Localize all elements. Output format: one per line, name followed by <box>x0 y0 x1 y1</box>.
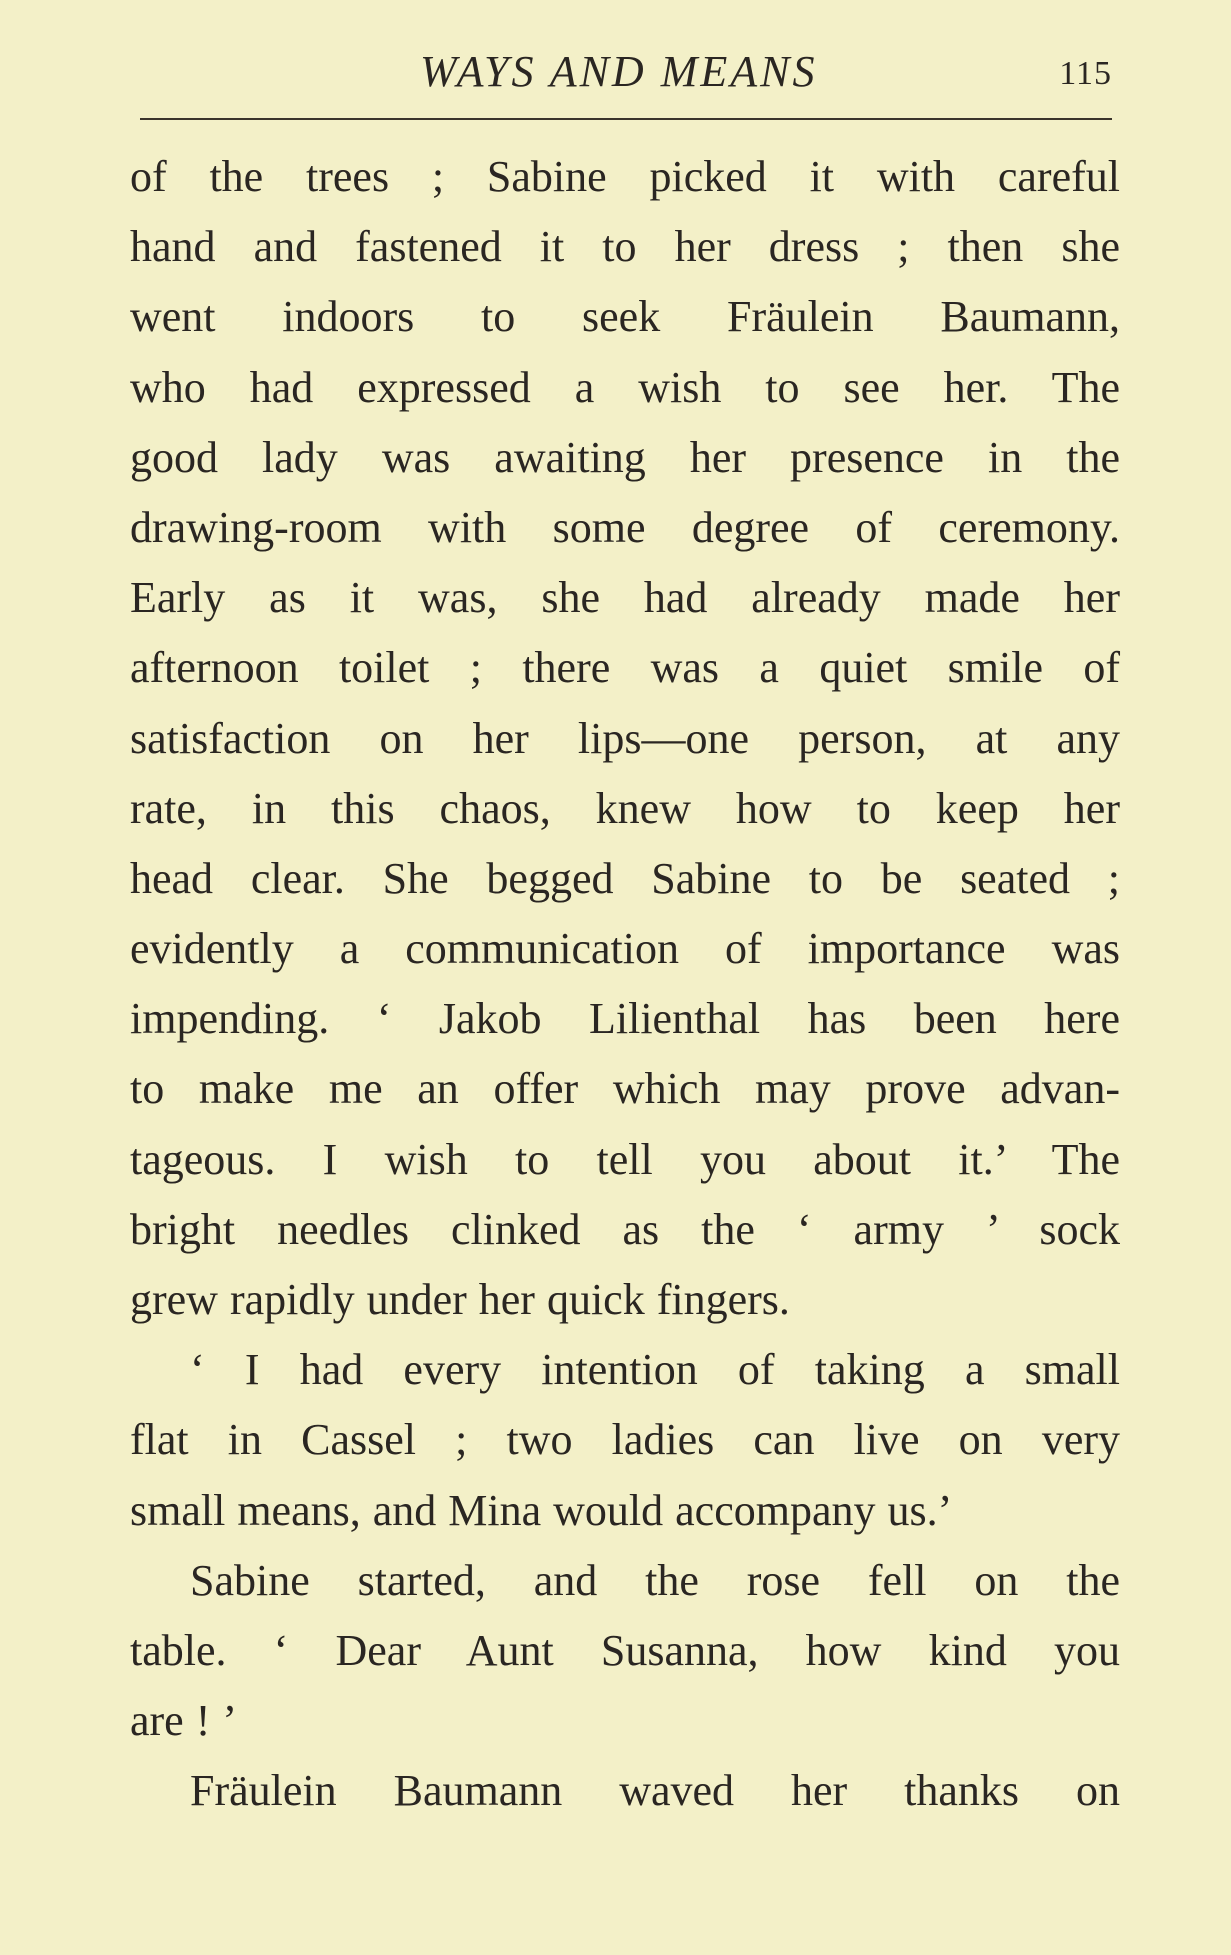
header-rule <box>140 118 1112 120</box>
text-line: who had expressed a wish to see her. The <box>130 362 1120 412</box>
page-number: 115 <box>1059 55 1112 92</box>
body-text <box>130 142 1120 1827</box>
text-line: hand and fastened it to her dress ; then she <box>130 222 1120 272</box>
running-head <box>140 42 1112 102</box>
text-line: satisfaction on her lips—one person, at any <box>130 713 1120 763</box>
text-line: of the trees ; Sabine picked it with careful <box>130 152 1120 201</box>
text-line: are ! ’ <box>130 1696 238 1746</box>
text-line: rate, in this chaos, knew how to keep her <box>130 783 1120 833</box>
text-line: small means, and Mina would accompany us.’ <box>130 1485 953 1535</box>
text-line: Sabine started, and the rose fell on the <box>190 1555 1120 1605</box>
text-line: head clear. She begged Sabine to be seated ; <box>130 853 1120 903</box>
text-line: impending. ‘ Jakob Lilienthal has been here <box>130 994 1120 1044</box>
text-line: drawing-room with some degree of ceremony. <box>130 502 1120 552</box>
text-line: bright needles clinked as the ‘ army ’ sock <box>130 1204 1120 1254</box>
text-line: Early as it was, she had already made her <box>130 573 1120 623</box>
text-line: Fräulein Baumann waved her thanks on <box>190 1766 1120 1816</box>
text-line: ‘ I had every intention of taking a small <box>190 1345 1120 1395</box>
text-line: afternoon toilet ; there was a quiet smile of <box>130 643 1120 693</box>
text-line: went indoors to seek Fräulein Baumann, <box>130 292 1120 342</box>
text-line: flat in Cassel ; two ladies can live on very <box>130 1415 1120 1465</box>
text-line: table. ‘ Dear Aunt Susanna, how kind you <box>130 1625 1120 1675</box>
text-line: tageous. I wish to tell you about it.’ The <box>130 1134 1120 1184</box>
running-title: WAYS AND MEANS <box>420 47 818 96</box>
text-line: grew rapidly under her quick fingers. <box>130 1275 790 1324</box>
text-line: to make me an offer which may prove advan- <box>130 1064 1120 1114</box>
text-line: good lady was awaiting her presence in the <box>130 432 1120 482</box>
text-line: evidently a communication of importance was <box>130 924 1120 974</box>
